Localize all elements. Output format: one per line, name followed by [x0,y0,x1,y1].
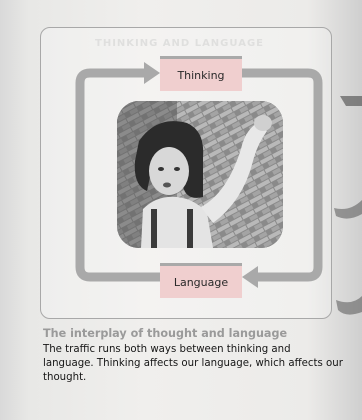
child-photo [117,101,283,248]
figure-caption [43,327,343,385]
caption-body: The traffic runs both ways between thinking and language. Thinking affects our language, which affects our thought. [43,344,343,383]
caption-title: The interplay of thought and language [43,327,288,340]
language-box [160,263,242,298]
child-photo-icon [117,101,283,248]
thinking-label: Thinking [177,68,225,82]
thinking-box [160,56,242,91]
language-label: Language [173,275,229,289]
running-head-text: THINKING AND LANGUAGE [95,38,264,49]
